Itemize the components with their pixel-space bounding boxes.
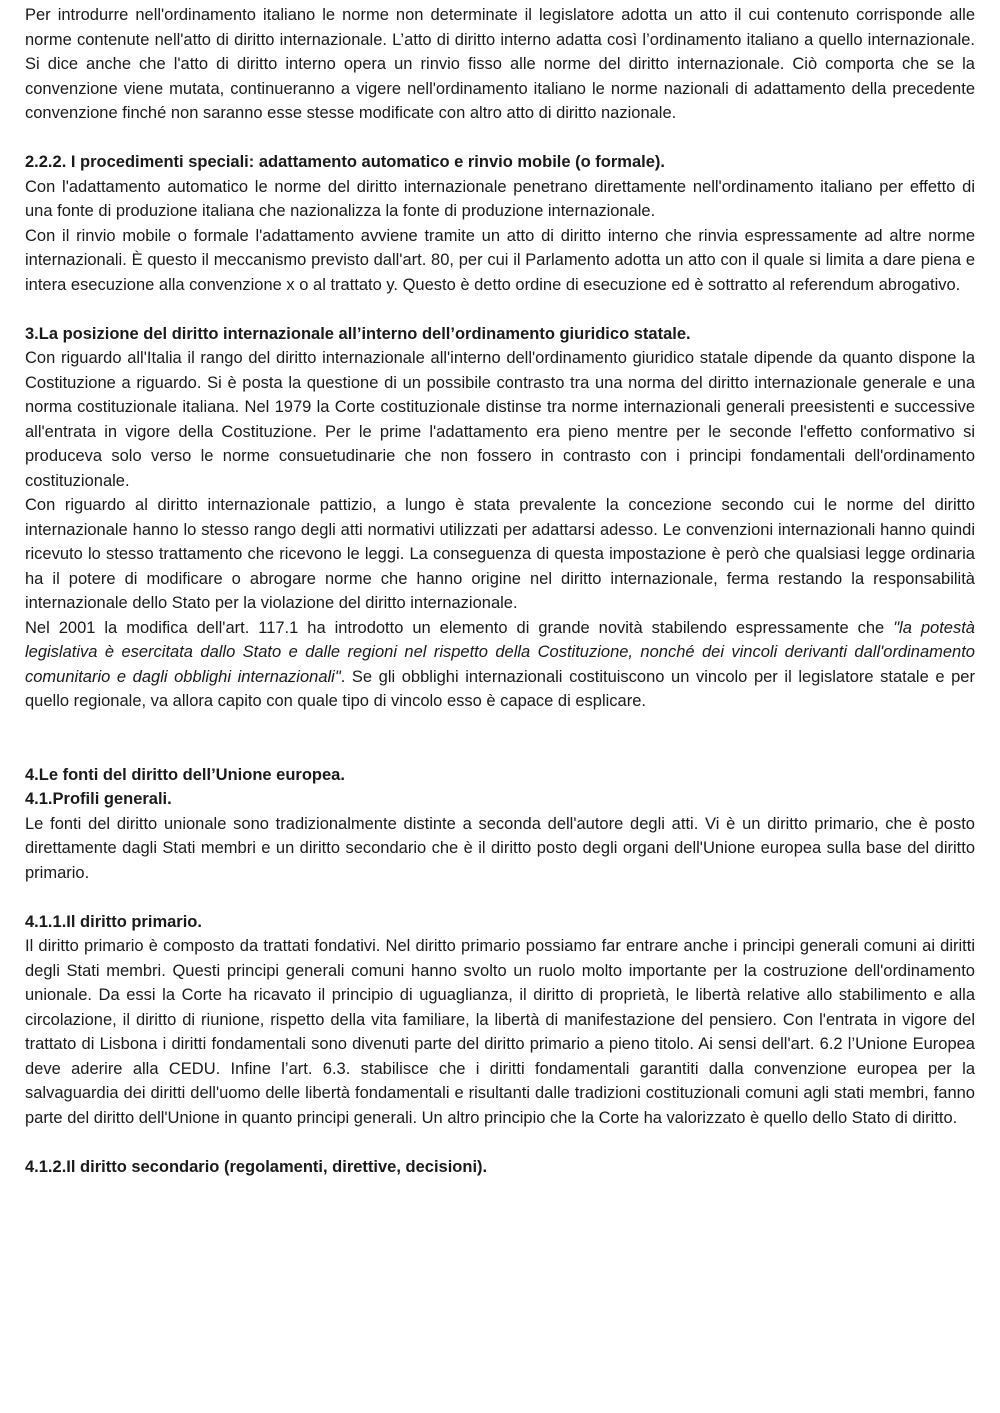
quote-art-117: "la potestà legislativa è esercitata dallo Stato e dalle regioni nel rispetto della Costituzione, nonché dei vincoli derivanti dall'ordinamento comunitario e dagli obblighi internazionali" — [25, 618, 975, 686]
heading-3: 3.La posizione del diritto internazionale all’interno dell’ordinamento giuridico statale. — [25, 324, 691, 343]
paragraph-art-117-end: . Se gli obblighi internazionali costituiscono un vincolo per il legislatore statale e per quello regionale, va allora capito con quale tipo di vincolo esso è capace di esplicare. — [25, 667, 975, 710]
spacer — [25, 1130, 975, 1155]
paragraph-profili-generali: Le fonti del diritto unionale sono tradizionalmente distinte a seconda dell'autore degli atti. Vi è un diritto primario, che è posto direttamente dagli Stati membri e un diritto secondario che è il diritto posto degli organi dell'Unione europea sulla base del diritto primario. — [25, 814, 975, 882]
heading-2-2-2: 2.2.2. I procedimenti speciali: adattamento automatico e rinvio mobile (o formale). — [25, 153, 665, 171]
heading-4: 4.Le fonti del diritto dell’Unione europea. — [25, 765, 345, 784]
paragraph-diritto-pattizio: Con riguardo al diritto internazionale pattizio, a lungo è stata prevalente la concezione secondo cui le norme del diritto internazionale hanno lo stesso rango degli atti normativi utilizzati per adattarsi adesso. Le convenzioni internazionali hanno quindi ricevuto lo stesso trattamento che ricevono le leggi. La conseguenza di questa impostazione è però che qualsiasi legge ordinaria ha il potere di modificare o abrogare norme che hanno origine nel diritto internazionale, ferma restando la responsabilità internazionale dello Stato per la violazione del diritto internazionale. — [25, 496, 975, 612]
paragraph-rango-diritto-internazionale: Con riguardo all'Italia il rango del diritto internazionale all'interno dell'ordinamento giuridico statale dipende da quanto dispone la Costituzione a riguardo. Si è posta la questione di un possibile contrasto tra una norma del diritto internazionale generale e una norma costituzionale italiana. Nel 1979 la Corte costituzionale distinse tra norme internazionali generali preesistenti e successive all'entrata in vigore della Costituzione. Per le prime l'adattamento era pieno mentre per le seconde l'effetto conformativo si produceva solo verso le norme consuetudinarie che non fossero in contrasto con i principi fondamentali dell'ordinamento costituzionale. — [25, 349, 975, 490]
paragraph-diritto-primario: Il diritto primario è composto da trattati fondativi. Nel diritto primario possiamo far entrare anche i principi generali comuni ai diritti degli Stati membri. Questi principi generali comuni hanno svolto un ruolo molto importante per la costruzione dell'ordinamento unionale. Da essi la Corte ha ricavato il principio di uguaglianza, il diritto di proprietà, le libertà relative allo stabilimento e alla circolazione, il diritto di riunione, rispetto della vita familiare, la libertà di manifestazione del pensiero. Con l'entrata in vigore del trattato di Lisbona i diritti fondamentali sono divenuti parte del diritto primario a pieno titolo. Ai sensi dell'art. 6.2 l’Unione Europea deve aderire alla CEDU. Infine l’art. 6.3. stabilisce che i diritti fondamentali garantiti dalla convenzione europea per la salvaguardia dei diritti dell'uomo delle libertà fondamentali e risultanti dalle tradizioni costituzionali comuni agli stati membri, fanno parte del diritto dell'Unione in quanto principi generali. Un altro principio che la Corte ha valorizzato è quello dello Stato di diritto. — [25, 937, 975, 1127]
spacer — [25, 714, 975, 763]
paragraph-art-117-start: Nel 2001 la modifica dell'art. 117.1 ha introdotto un elemento di grande novità stabilendo espressamente che — [25, 618, 894, 637]
document-page — [25, 3, 975, 1179]
paragraph-art-117 — [25, 616, 975, 714]
paragraph-rinvio-mobile: Con il rinvio mobile o formale l'adattamento avviene tramite un atto di diritto interno che rinvia espressamente ad altre norme internazionali. È questo il meccanismo previsto dall'art. 80, per cui il Parlamento adotta un atto con il quale si limita a dare piena e intera esecuzione alla convenzione x o al trattato y. Questo è detto ordine di esecuzione ed è sottratto al referendum abrogativo. — [25, 226, 975, 294]
paragraph-adattamento-automatico: Con l'adattamento automatico le norme del diritto internazionale penetrano direttamente nell'ordinamento italiano per effetto di una fonte di produzione italiana che nazionalizza la fonte di produzione internazionale. — [25, 177, 975, 220]
spacer — [25, 126, 975, 151]
paragraph-intro: Per introdurre nell'ordinamento italiano le norme non determinate il legislatore adotta un atto il cui contenuto corrisponde alle norme contenute nell'atto di diritto internazionale. L’atto di diritto interno adatta così l’ordinamento italiano a quello internazionale. Si dice anche che l'atto di diritto interno opera un rinvio fisso alle norme del diritto internazionale. Ciò comporta che se la convenzione viene mutata, continueranno a vigere nell'ordinamento italiano le norme nazionali di adattamento della precedente convenzione finché non saranno esse stesse modificate con altro atto di diritto nazionale. — [25, 6, 975, 122]
heading-4-1: 4.1.Profili generali. — [25, 790, 172, 808]
heading-4-1-1: 4.1.1.Il diritto primario. — [25, 912, 202, 931]
spacer — [25, 885, 975, 910]
heading-4-1-2: 4.1.2.Il diritto secondario (regolamenti, direttive, decisioni). — [25, 1157, 488, 1176]
spacer — [25, 297, 975, 322]
